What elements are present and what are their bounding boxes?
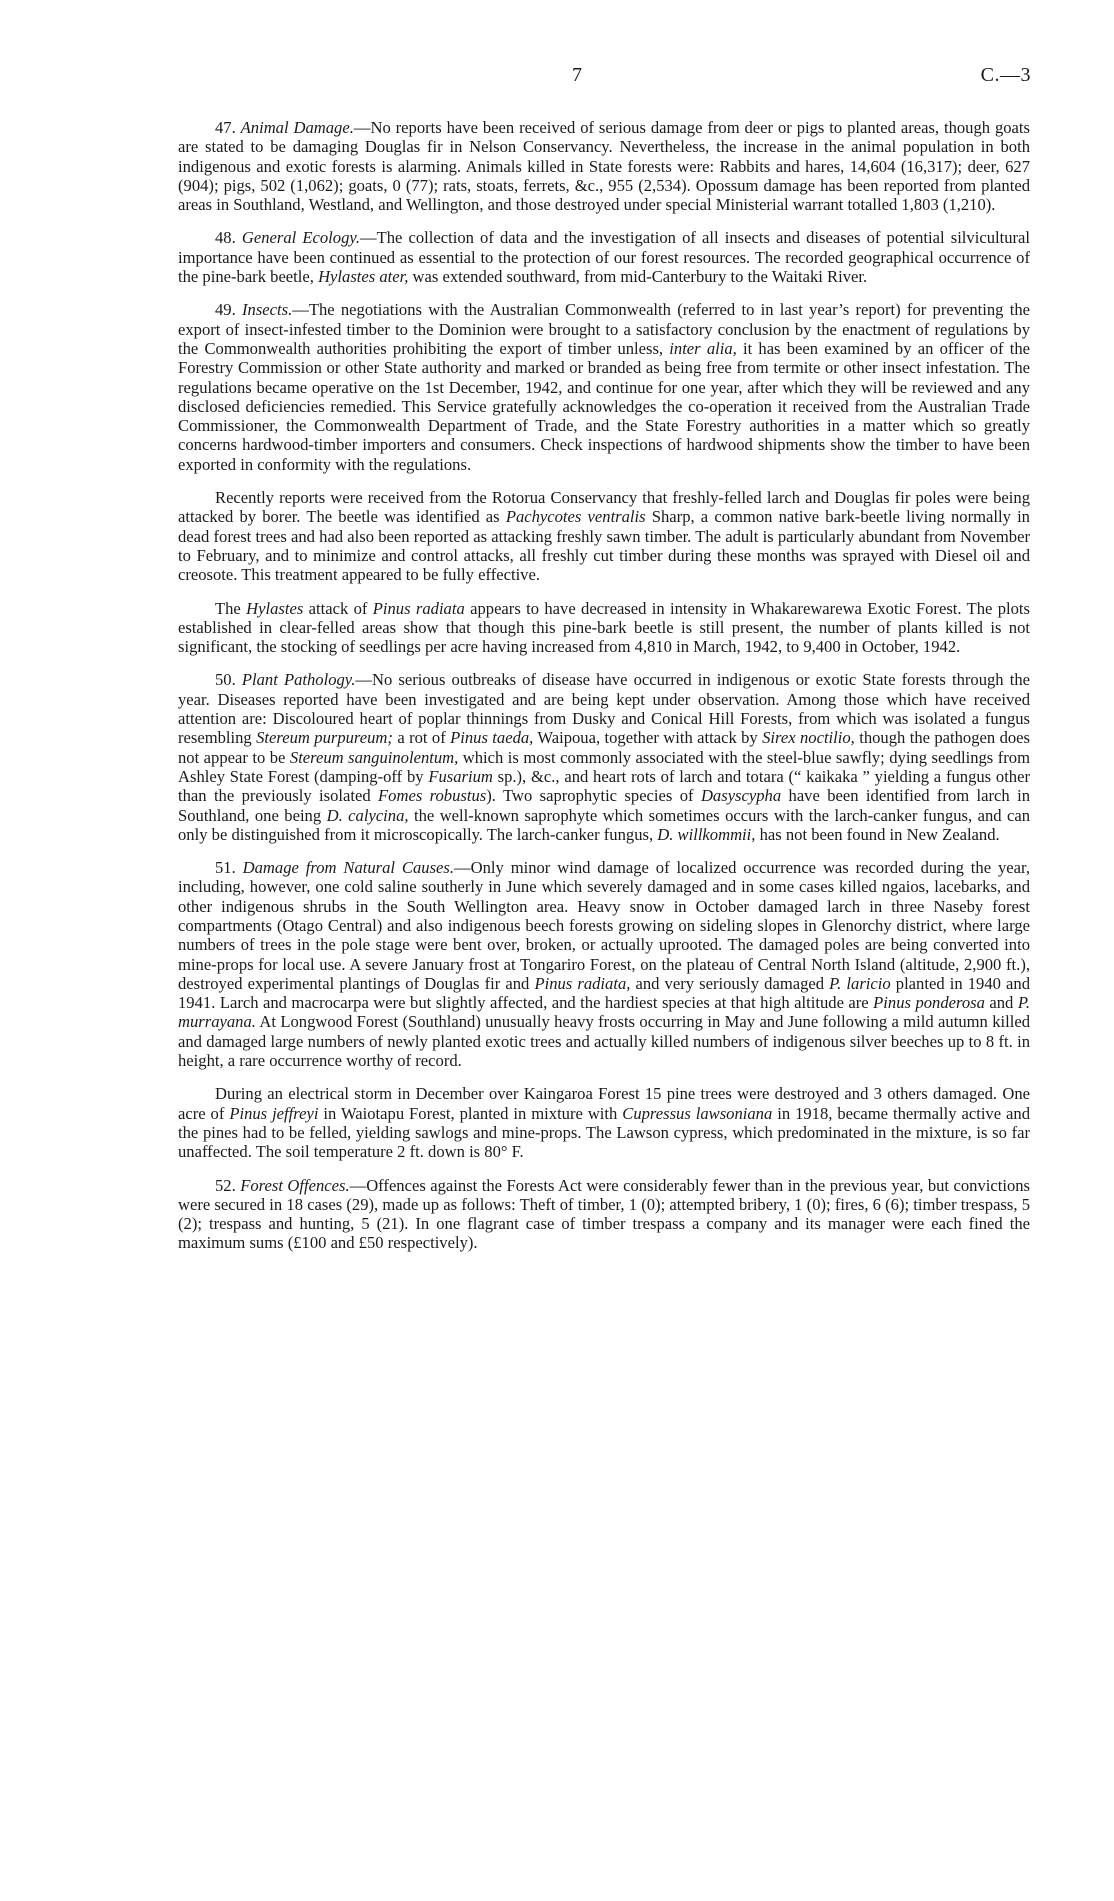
text-run: in 1918, became thermally active and the pines had to be felled, yielding sawlogs and mine-props. The Lawson cypress, which predominated in the mixture, is so far unaffected. The soil temperature 2 ft. down is 80° F. [178, 1103, 1030, 1162]
italic-run: Insects. [242, 300, 293, 320]
text-run: Recently reports were received from the Rotorua Conservancy that freshly-felled larch and Douglas fir poles were being attacked by borer. The beetle was identified as [178, 488, 1030, 527]
text-run: Sharp, a common native bark-beetle living normally in dead forest trees and had also been reported as attacking freshly sawn timber. The adult is particularly abundant from November to February, and to minimize and control attacks, all freshly cut timber during these months was sprayed with Diesel oil and creosote. This treatment appeared to be fully effective. [178, 507, 1030, 585]
page-header [0, 64, 1114, 94]
text-run: and very seriously damaged [630, 973, 830, 993]
text-run: 47. [215, 118, 241, 137]
italic-run: Sirex noctilio, [762, 728, 855, 748]
italic-run: Pinus jeffreyi [229, 1103, 319, 1123]
paragraph-49-insects [178, 300, 1030, 474]
italic-run: Hylastes [246, 598, 304, 618]
document-reference: C.—3 [980, 64, 1031, 86]
text-run: and [984, 993, 1018, 1013]
text-run: The [215, 598, 247, 618]
text-run: —The negotiations with the Australian Commonwealth (referred to in last year’s report) for preventing the export of insect-infested timber to the Dominion were brought to a satisfactory conclusion by the enactment of regulations by the Commonwealth authorities prohibiting the export of timber unless, [178, 300, 1031, 358]
text-run: 51. [215, 858, 243, 878]
text-run: attack of [303, 598, 373, 618]
italic-run: Damage from Natural Causes. [242, 858, 455, 878]
page-number: 7 [572, 64, 582, 86]
italic-run: P. murrayana. [178, 993, 1030, 1032]
paragraph-52-forest-offences [178, 1176, 1030, 1253]
paragraph-48-general-ecology [178, 228, 1030, 286]
italic-run: Dasyscypha [700, 786, 782, 806]
text-run: ). Two saprophytic species of [486, 786, 701, 806]
italic-run: Forest Offences. [240, 1175, 350, 1195]
text-run: —Only minor wind damage of localized occurrence was recorded during the year, including, however, one cold saline southerly in June which severely damaged and in some cases killed ngaios, lacebarks, and other indigenous shrubs in the South Wellington area. Heavy snow in October damaged larch in three Naseby forest compartments (Otago Central) and also indigenous beech forests growing on sideling slopes in Glenorchy district, where large numbers of trees in the pole stage were bent over, broken, or actually uprooted. The damaged poles are being converted into mine-props for local use. A severe January frost at Tongariro Forest, on the plateau of Central North Island (altitude, 2,900 ft.), destroyed experimental plantings of Douglas fir and [178, 858, 1030, 993]
text-run: During an electrical storm in December over Kaingaroa Forest 15 pine trees were destroyed and 3 others damaged. One acre of [178, 1084, 1030, 1123]
text-run: it has been examined by an officer of the Forestry Commission or other State authority and marked or branded as being free from termite or other insect infestation. The regulations became operative on the 1st December, 1942, and continue for one year, after which they will be reviewed and any disclosed deficiencies remedied. This Service gratefully acknowledges the co-operation it received from the Australian Trade Commissioner, the Commonwealth Department of Trade, and the State Forestry authorities in a matter which so greatly concerns hardwood-timber importers and consumers. Check inspections of hardwood shipments show the timber to have been exported in conformity with the regulations. [178, 338, 1030, 474]
italic-run: Cupressus lawsoniana [622, 1103, 773, 1123]
text-run: 48. [215, 228, 242, 248]
text-run: Waipoua, together with attack by [533, 728, 763, 748]
text-run: —Offences against the Forests Act were considerably fewer than in the previous year, but convictions were secured in 18 cases (29), made up as follows: Theft of timber, 1 (0); attempted bribery, 1 (0); fires, 6 (6); timber trespass, 5 (2); trespass and hunting, 5 (21). In one flagrant case of timber trespass a company and its manager were each fined the maximum sums (£100 and £50 respectively). [178, 1175, 1031, 1253]
text-run: 50. [215, 670, 242, 690]
italic-run: inter alia, [669, 338, 737, 358]
text-run: which is most commonly associated with the steel-blue sawfly; dying seedlings from Ashley State Forest (damping-off by [178, 747, 1030, 786]
italic-run: P. laricio [829, 973, 891, 993]
text-run: —No reports have been received of serious damage from deer or pigs to planted areas, though goats are stated to be damaging Douglas fir in Nelson Conservancy. Nevertheless, the increase in the animal population in both indigenous and exotic forests is alarming. Animals killed in State forests were: Rabbits and hares, 14,604 (16,317); deer, 627 (904); pigs, 502 (1,062); goats, 0 (77); rats, stoats, ferrets, &c., 955 (2,534). Opossum damage has been reported from planted areas in Southland, Westland, and Wellington, and those destroyed under special Ministerial warrant totalled 1,803 (1,210). [178, 118, 1030, 215]
paragraph-47-animal-damage [178, 118, 1030, 214]
text-run: a rot of [392, 728, 451, 748]
italic-run: Stereum purpureum; [256, 728, 393, 748]
text-run: planted in 1940 and 1941. Larch and macrocarpa were but slightly affected, and the hardiest species at that high altitude are [178, 973, 1030, 1013]
text-run: have been identified from larch in Southland, one being [178, 786, 1030, 825]
paragraph-50-plant-pathology [178, 670, 1030, 844]
text-run: —The collection of data and the investigation of all insects and diseases of potential silvicultural importance have been continued as essential to the protection of our forest resources. The recorded geographical occurrence of the pine-bark beetle, [178, 228, 1031, 287]
italic-run: Pinus taeda, [450, 728, 534, 748]
text-run: appears to have decreased in intensity in Whakarewarewa Exotic Forest. The plots established in clear-felled areas show that though this pine-bark beetle is still present, the number of plants killed is not significant, the stocking of seedlings per acre having increased from 4,810 in March, 1942, to 9,400 in October, 1942. [178, 598, 1030, 657]
text-run: in Waiotapu Forest, planted in mixture with [318, 1103, 623, 1123]
text-run: sp.), &c., and heart rots of larch and totara (“ kaikaka ” yielding a fungus other than the previously isolated [178, 766, 1030, 806]
body-text [178, 118, 1030, 1267]
text-run: At Longwood Forest (Southland) unusually heavy frosts occurring in May and June following a mild autumn killed and damaged large numbers of newly planted exotic trees and actually killed numbers of indigenous silver beeches up to 8 ft. in height, a rare occurrence worthy of record. [178, 1012, 1030, 1071]
italic-run: Pinus ponderosa [873, 993, 985, 1013]
italic-run: Pachycotes ventralis [505, 507, 646, 527]
text-run: the well-known saprophyte which sometimes occurs with the larch-canker fungus, and can only be distinguished from it microscopically. The larch-canker fungus, [178, 805, 1031, 844]
italic-run: Animal Damage. [240, 118, 354, 137]
paragraph-51-natural-causes [178, 858, 1030, 1070]
text-run: —No serious outbreaks of disease have occurred in indigenous or exotic State forests through the year. Diseases reported have been investigated and are being kept under observation. Among those which have received attention are: Discoloured heart of poplar thinnings from Dusky and Conical Hill Forests, from which was isolated a fungus resembling [178, 670, 1030, 748]
italic-run: Pinus radiata, [534, 973, 631, 993]
italic-run: D. calycina, [326, 805, 409, 825]
italic-run: Pinus radiata [372, 598, 465, 618]
text-run: has not been found in New Zealand. [755, 824, 1000, 844]
text-run: 49. [215, 300, 242, 320]
paragraph-51-electrical-storm [178, 1084, 1030, 1161]
text-run: though the pathogen does not appear to be [178, 728, 1030, 767]
italic-run: D. willkommii, [657, 824, 756, 844]
italic-run: Fomes robustus [378, 786, 487, 806]
italic-run: General Ecology. [241, 228, 360, 248]
italic-run: Stereum sanguinolentum, [289, 747, 459, 767]
paragraph-49-hylastes [178, 599, 1030, 657]
text-run: was extended southward, from mid-Canterbury to the Waitaki River. [408, 267, 868, 287]
paragraph-49-borer-attack [178, 488, 1030, 584]
italic-run: Plant Pathology. [241, 670, 356, 690]
text-run: 52. [215, 1175, 241, 1195]
italic-run: Fusarium [428, 766, 493, 786]
italic-run: Hylastes ater, [318, 267, 409, 287]
